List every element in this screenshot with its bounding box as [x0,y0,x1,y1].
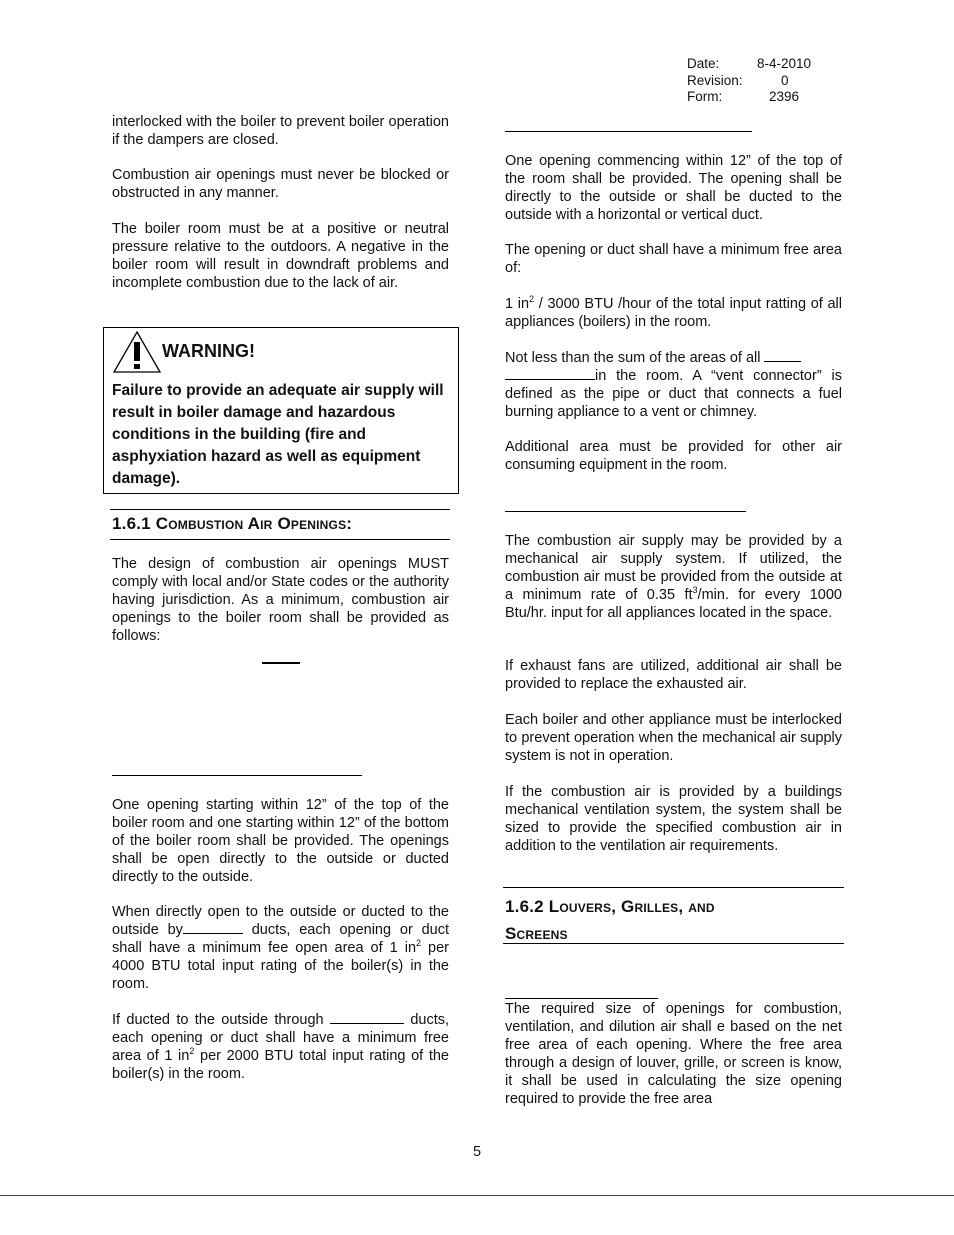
form-value: 2396 [769,89,800,104]
section-number: 1.6.2 [505,897,544,916]
section-rule-bottom [503,943,844,944]
blank-line [505,367,595,380]
section-title: Combustion Air Openings: [155,514,353,533]
p6-superscript: 3 [692,585,698,595]
revision-value: 0 [781,72,789,88]
p7-superscript: 2 [189,1046,195,1056]
p4-text-a: Not less than the sum of the areas of all [505,350,761,366]
right-paragraph-10: The required size of openings for combustion, ventilation, and dilution air shall e based on the net free area of each opening. Where the free area through a design of louver, grille, or screen is know, it shall be used in calculating the size opening required to provide the free area [505,1001,842,1107]
p7-text-a: If ducted to the outside through [112,1012,324,1028]
right-paragraph-8: Each boiler and other appliance must be interlocked to prevent operation when the mechanical air supply system is not in operation. [505,712,842,764]
warning-icon [112,330,162,374]
warning-title: WARNING! [162,341,255,361]
right-paragraph-4 [505,367,842,421]
blank-line [330,1011,404,1024]
subheading-rule [505,998,658,999]
p6-text-b: ducts, each opening or duct shall have a minimum fee open area of 1 in [112,922,449,956]
right-paragraph-9: If the combustion air is provided by a buildings mechanical ventilation system, the system shall be sized to provide the specified combustion air in addition to the ventilation air requirements. [505,784,842,854]
p3-superscript: 2 [529,294,535,304]
right-paragraph-1: One opening commencing within 12” of the top of the room shall be provided. The opening shall be directly to the outside or shall be ducted to the outside with a horizontal or vertical duct. [505,153,842,223]
date-value: 8-4-2010 [757,56,812,71]
right-paragraph-3 [505,295,842,331]
left-paragraph-2: Combustion air openings must never be blocked or obstructed in any manner. [112,167,449,201]
page-number: 5 [472,1144,482,1160]
date-label: Date: [687,56,720,71]
subheading-rule [505,131,752,132]
section-title-line-2: Screens [505,924,568,943]
p6-text-a: The combustion air supply may be provided by a mechanical air supply system. If utilized, the combustion air must be provided from the outside at a minimum rate of 0.35 ft [505,533,842,603]
section-number: 1.6.1 [112,514,151,533]
warning-text: Failure to provide an adequate air supply will result in boiler damage and hazardous conditions in the building (fire and asphyxiation hazard as well as equipment damage). [112,382,444,487]
left-paragraph-4: The design of combustion air openings MUST comply with local and/or State codes or the authority having jurisdiction. As a minimum, combustion air openings to the boiler room shall be provided as follows: [112,556,449,644]
right-paragraph-7: If exhaust fans are utilized, additional air shall be provided to replace the exhausted air. [505,658,842,692]
right-paragraph-5: Additional area must be provided for other air consuming equipment in the room. [505,439,842,473]
warning-box [103,327,459,494]
blank-line [183,921,243,934]
document-header [687,56,811,106]
left-paragraph-6 [112,903,449,993]
left-paragraph-3: The boiler room must be at a positive or neutral pressure relative to the outdoors. A negative in the boiler room will result in downdraft problems and incomplete combustion due to the lack of air. [112,221,449,291]
section-rule-bottom [110,539,450,540]
section-title-line-1: Louvers, Grilles, and [548,897,715,916]
p3-text-b: / 3000 BTU /hour of the total input ratting of all appliances (boilers) in the room. [505,296,842,330]
right-paragraph-2: The opening or duct shall have a minimum free area of: [505,242,842,276]
left-paragraph-5: One opening starting within 12” of the top of the boiler room and one starting within 12” of the bottom of the boiler room shall be provided. The openings shall be open directly to the outside or ducted directly to the outside. [112,797,449,885]
right-paragraph-6 [505,532,842,622]
section-rule-top [110,509,450,510]
form-label: Form: [687,89,723,104]
section-heading-1-6-1 [112,515,352,533]
p6-text-b: /min. for every 1000 Btu/hr. input for all appliances located in the space. [505,587,842,621]
subheading-rule [112,775,362,776]
p6-text-a: When directly open to the outside or ducted to the outside by [112,904,449,938]
section-rule-top [503,887,844,888]
section-heading-1-6-2 [505,893,715,947]
p4-text-b: in the room. A “vent connector” is defined as the pipe or duct that connects a fuel burning appliance to a vent or chimney. [505,368,842,420]
blank-line [764,349,801,362]
revision-label: Revision: [687,72,743,88]
left-paragraph-7 [112,1011,449,1083]
footer-rule [0,1195,954,1196]
right-paragraph-4-line-1 [505,349,842,367]
p3-text-a: 1 in [505,296,530,312]
left-paragraph-1: interlocked with the boiler to prevent boiler operation if the dampers are closed. [112,114,449,148]
p6-superscript: 2 [416,938,422,948]
blank-rule [262,662,300,664]
p6-text-c: per 4000 BTU total input rating of the boiler(s) in the room. [112,940,449,992]
p7-text-c: per 2000 BTU total input rating of the boiler(s) in the room. [112,1048,449,1082]
subheading-rule [505,511,746,512]
p7-text-b: ducts, each opening or duct shall have a minimum free area of 1 in [112,1012,450,1064]
